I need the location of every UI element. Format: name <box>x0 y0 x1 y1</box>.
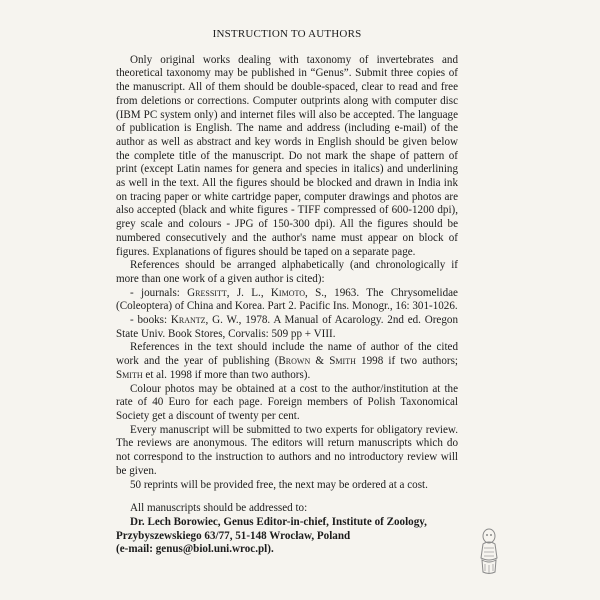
reference-example-journal <box>116 287 458 314</box>
reference-example-book <box>116 314 458 341</box>
book-prefix: - books: <box>130 314 171 327</box>
page-title: INSTRUCTION TO AUTHORS <box>212 28 362 40</box>
address-intro: All manuscripts should be addressed to: <box>130 502 308 515</box>
journal-author-2: Kimoto <box>270 286 306 299</box>
address-line-1: Dr. Lech Borowiec, Genus Editor-in-chief, Institute of Zoology, <box>130 515 427 528</box>
citations-authors-2: Smith <box>116 368 143 381</box>
journal-mid: , J. L., <box>226 286 271 299</box>
journal-author-1: Gressitt <box>187 286 227 299</box>
address-line-2: Przybyszewskiego 63/77, 51-148 Wrocław, Poland <box>116 529 351 542</box>
citations-authors-1: Brown & Smith <box>278 355 356 368</box>
address-line-3: (e-mail: genus@biol.uni.wroc.pl). <box>116 543 274 556</box>
citations-end: et al. 1998 if more than two authors). <box>142 368 311 381</box>
citations-start: References in the text should include the name of author of the cited work and the year of publishing ( <box>116 341 458 368</box>
paragraph-colour-photos: Colour photos may be obtained at a cost to the author/institution at the rate of 40 Euro for each page. Foreign members of Polish Taxonomical Society get a discount of twenty per cent. <box>116 382 458 422</box>
society-emblem-icon <box>478 528 500 576</box>
paragraph-general: Only original works dealing with taxonomy of invertebrates and theoretical taxonomy may be published in “Genus”. Submit three copies of the manuscript. All of them should be double-spaced, clear to read and free from deletions or corrections. Computer outprints along with computer disc (IBM PC system only) and internet files will also be accepted. The language of publication is English. The name and address (including e-mail) of the author as well as abstract and key words in English should be given below the complete title of the manuscript. Do not mark the shape of pattern of print (except Latin names for genera and species in italics) and underlining as well in the text. All the figures should be blocked and drawn in India ink on tracing paper or white cartridge paper, computer drawings and photos are also accepted (black and white figures - TIFF compressed of 600-1200 dpi), grey scale and colours - JPG of 150-300 dpi). All the figures should be numbered consecutively and the author's name must appear on block of figures. Explanations of figures should be taped on a separate page. <box>116 53 458 258</box>
paragraph-references: References should be arranged alphabetically (and chronologically if more than one work of a given author is cited): <box>116 259 458 285</box>
book-rest: , G. W., 1978. A Manual of Acarology. 2nd ed. Oregon State Univ. Book Stores, Corvalis: 509 pp + VIII. <box>116 314 458 340</box>
paragraph-reprints: 50 reprints will be provided free, the next may be ordered at a cost. <box>130 478 428 491</box>
journal-prefix: - journals: <box>130 286 188 299</box>
instructions-column <box>116 28 458 557</box>
journal-rest: , S., 1963. The Chrysomelidae (Coleoptera) of China and Korea. Part 2. Pacific Ins. Monogr., 16: 301-1026. <box>116 286 458 313</box>
book-author: Krantz <box>170 314 206 327</box>
citations-mid: 1998 if two authors; <box>355 355 458 368</box>
paragraph-citations <box>116 341 458 382</box>
paragraph-review: Every manuscript will be submitted to two experts for obligatory review. The reviews are anonymous. The editors will return manuscripts which do not correspond to the instruction to authors and no introductory review will be given. <box>116 423 458 477</box>
